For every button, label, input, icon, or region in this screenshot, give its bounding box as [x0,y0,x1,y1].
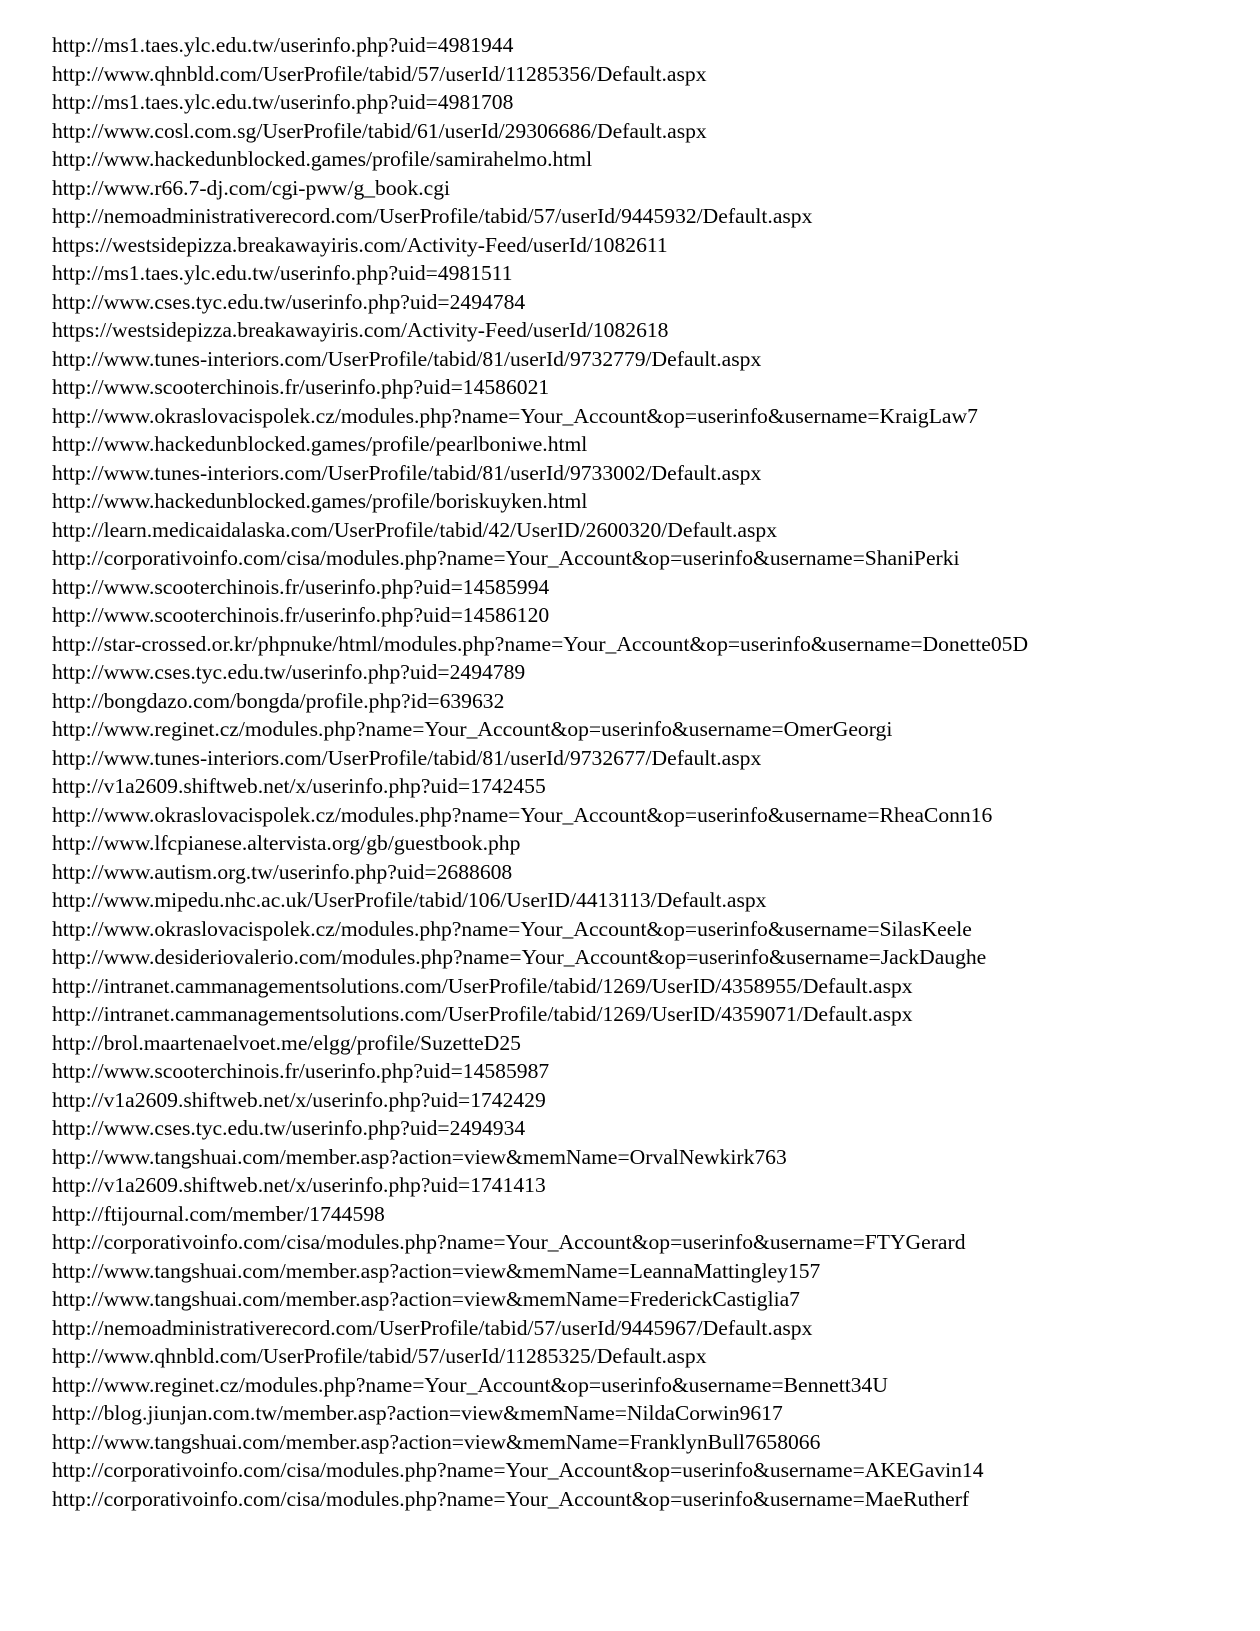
url-line: http://www.hackedunblocked.games/profile/pearlboniwe.html [52,432,588,456]
url-line: http://www.lfcpianese.altervista.org/gb/guestbook.php [52,831,521,855]
url-line: http://www.cses.tyc.edu.tw/userinfo.php?uid=2494934 [52,1116,526,1140]
url-line: http://www.qhnbld.com/UserProfile/tabid/57/userId/11285356/Default.aspx [52,61,707,86]
url-line: http://www.okraslovacispolek.cz/modules.php?name=Your_Account&op=userinfo&username=RheaConn16 [52,802,993,827]
url-list [52,31,1028,1513]
url-line: http://www.scooterchinois.fr/userinfo.php?uid=14585994 [52,574,550,599]
url-line: http://star-crossed.or.kr/phpnuke/html/modules.php?name=Your_Account&op=userinfo&username=Donette05D [52,631,1029,656]
url-line: http://blog.jiunjan.com.tw/member.asp?action=view&memName=NildaCorwin9617 [52,1401,783,1425]
url-line: http://intranet.cammanagementsolutions.com/UserProfile/tabid/1269/UserID/4358955/Default.aspx [52,973,913,998]
url-line: http://www.okraslovacispolek.cz/modules.php?name=Your_Account&op=userinfo&username=KraigLaw7 [52,403,978,428]
url-line: http://ftijournal.com/member/1744598 [52,1201,385,1226]
url-line: http://www.cosl.com.sg/UserProfile/tabid/61/userId/29306686/Default.aspx [52,118,707,143]
url-line: http://www.tangshuai.com/member.asp?action=view&memName=LeannaMattingley157 [52,1258,821,1283]
url-line: http://www.tunes-interiors.com/UserProfile/tabid/81/userId/9732779/Default.aspx [52,346,762,371]
url-line: https://westsidepizza.breakawayiris.com/Activity-Feed/userId/1082618 [52,318,669,342]
url-line: http://www.hackedunblocked.games/profile/samirahelmo.html [52,147,593,171]
url-line: http://bongdazo.com/bongda/profile.php?id=639632 [52,688,505,713]
url-line: http://nemoadministrativerecord.com/UserProfile/tabid/57/userId/9445967/Default.aspx [52,1315,813,1340]
url-line: http://corporativoinfo.com/cisa/modules.php?name=Your_Account&op=userinfo&username=AKEGavin14 [52,1458,984,1482]
url-line: http://www.autism.org.tw/userinfo.php?uid=2688608 [52,859,513,884]
url-line: http://corporativoinfo.com/cisa/modules.php?name=Your_Account&op=userinfo&username=MaeRutherf [52,1486,970,1511]
url-line: http://www.cses.tyc.edu.tw/userinfo.php?uid=2494784 [52,289,526,314]
url-line: http://www.hackedunblocked.games/profile/boriskuyken.html [52,489,588,513]
url-line: http://www.tangshuai.com/member.asp?action=view&memName=FranklynBull7658066 [52,1429,821,1454]
url-line: http://www.tunes-interiors.com/UserProfile/tabid/81/userId/9732677/Default.aspx [52,745,762,770]
url-line: https://westsidepizza.breakawayiris.com/Activity-Feed/userId/1082611 [52,232,668,257]
url-line: http://www.scooterchinois.fr/userinfo.php?uid=14585987 [52,1059,550,1083]
url-line: http://www.desideriovalerio.com/modules.php?name=Your_Account&op=userinfo&username=JackDaughe [52,945,987,969]
url-line: http://ms1.taes.ylc.edu.tw/userinfo.php?uid=4981511 [52,261,513,285]
url-line: http://www.tunes-interiors.com/UserProfile/tabid/81/userId/9733002/Default.aspx [52,460,762,485]
url-line: http://www.r66.7-dj.com/cgi-pww/g_book.cgi [52,175,451,200]
url-line: http://www.okraslovacispolek.cz/modules.php?name=Your_Account&op=userinfo&username=SilasKeele [52,916,972,941]
url-line: http://www.tangshuai.com/member.asp?action=view&memName=FrederickCastiglia7 [52,1287,800,1311]
url-line: http://ms1.taes.ylc.edu.tw/userinfo.php?uid=4981944 [52,33,514,57]
url-line: http://nemoadministrativerecord.com/UserProfile/tabid/57/userId/9445932/Default.aspx [52,204,813,228]
url-line: http://ms1.taes.ylc.edu.tw/userinfo.php?uid=4981708 [52,90,514,114]
url-line: http://www.qhnbld.com/UserProfile/tabid/57/userId/11285325/Default.aspx [52,1344,707,1368]
url-line: http://corporativoinfo.com/cisa/modules.php?name=Your_Account&op=userinfo&username=ShaniPerki [52,546,960,570]
url-line: http://www.scooterchinois.fr/userinfo.php?uid=14586120 [52,603,550,627]
url-line: http://www.scooterchinois.fr/userinfo.php?uid=14586021 [52,375,550,399]
url-line: http://www.tangshuai.com/member.asp?action=view&memName=OrvalNewkirk763 [52,1144,787,1169]
url-line: http://v1a2609.shiftweb.net/x/userinfo.php?uid=1742429 [52,1087,546,1112]
url-line: http://learn.medicaidalaska.com/UserProfile/tabid/42/UserID/2600320/Default.aspx [52,517,777,542]
url-line: http://v1a2609.shiftweb.net/x/userinfo.php?uid=1742455 [52,774,546,798]
url-line: http://www.mipedu.nhc.ac.uk/UserProfile/tabid/106/UserID/4413113/Default.aspx [52,888,767,912]
url-line: http://corporativoinfo.com/cisa/modules.php?name=Your_Account&op=userinfo&username=FTYGerard [52,1230,966,1254]
url-line: http://v1a2609.shiftweb.net/x/userinfo.php?uid=1741413 [52,1173,546,1197]
url-line: http://brol.maartenaelvoet.me/elgg/profile/SuzetteD25 [52,1030,521,1055]
url-line: http://www.reginet.cz/modules.php?name=Your_Account&op=userinfo&username=Bennett34U [52,1372,888,1397]
url-line: http://www.cses.tyc.edu.tw/userinfo.php?uid=2494789 [52,660,526,684]
url-line: http://intranet.cammanagementsolutions.com/UserProfile/tabid/1269/UserID/4359071/Default.aspx [52,1002,913,1026]
url-line: http://www.reginet.cz/modules.php?name=Your_Account&op=userinfo&username=OmerGeorgi [52,717,893,741]
